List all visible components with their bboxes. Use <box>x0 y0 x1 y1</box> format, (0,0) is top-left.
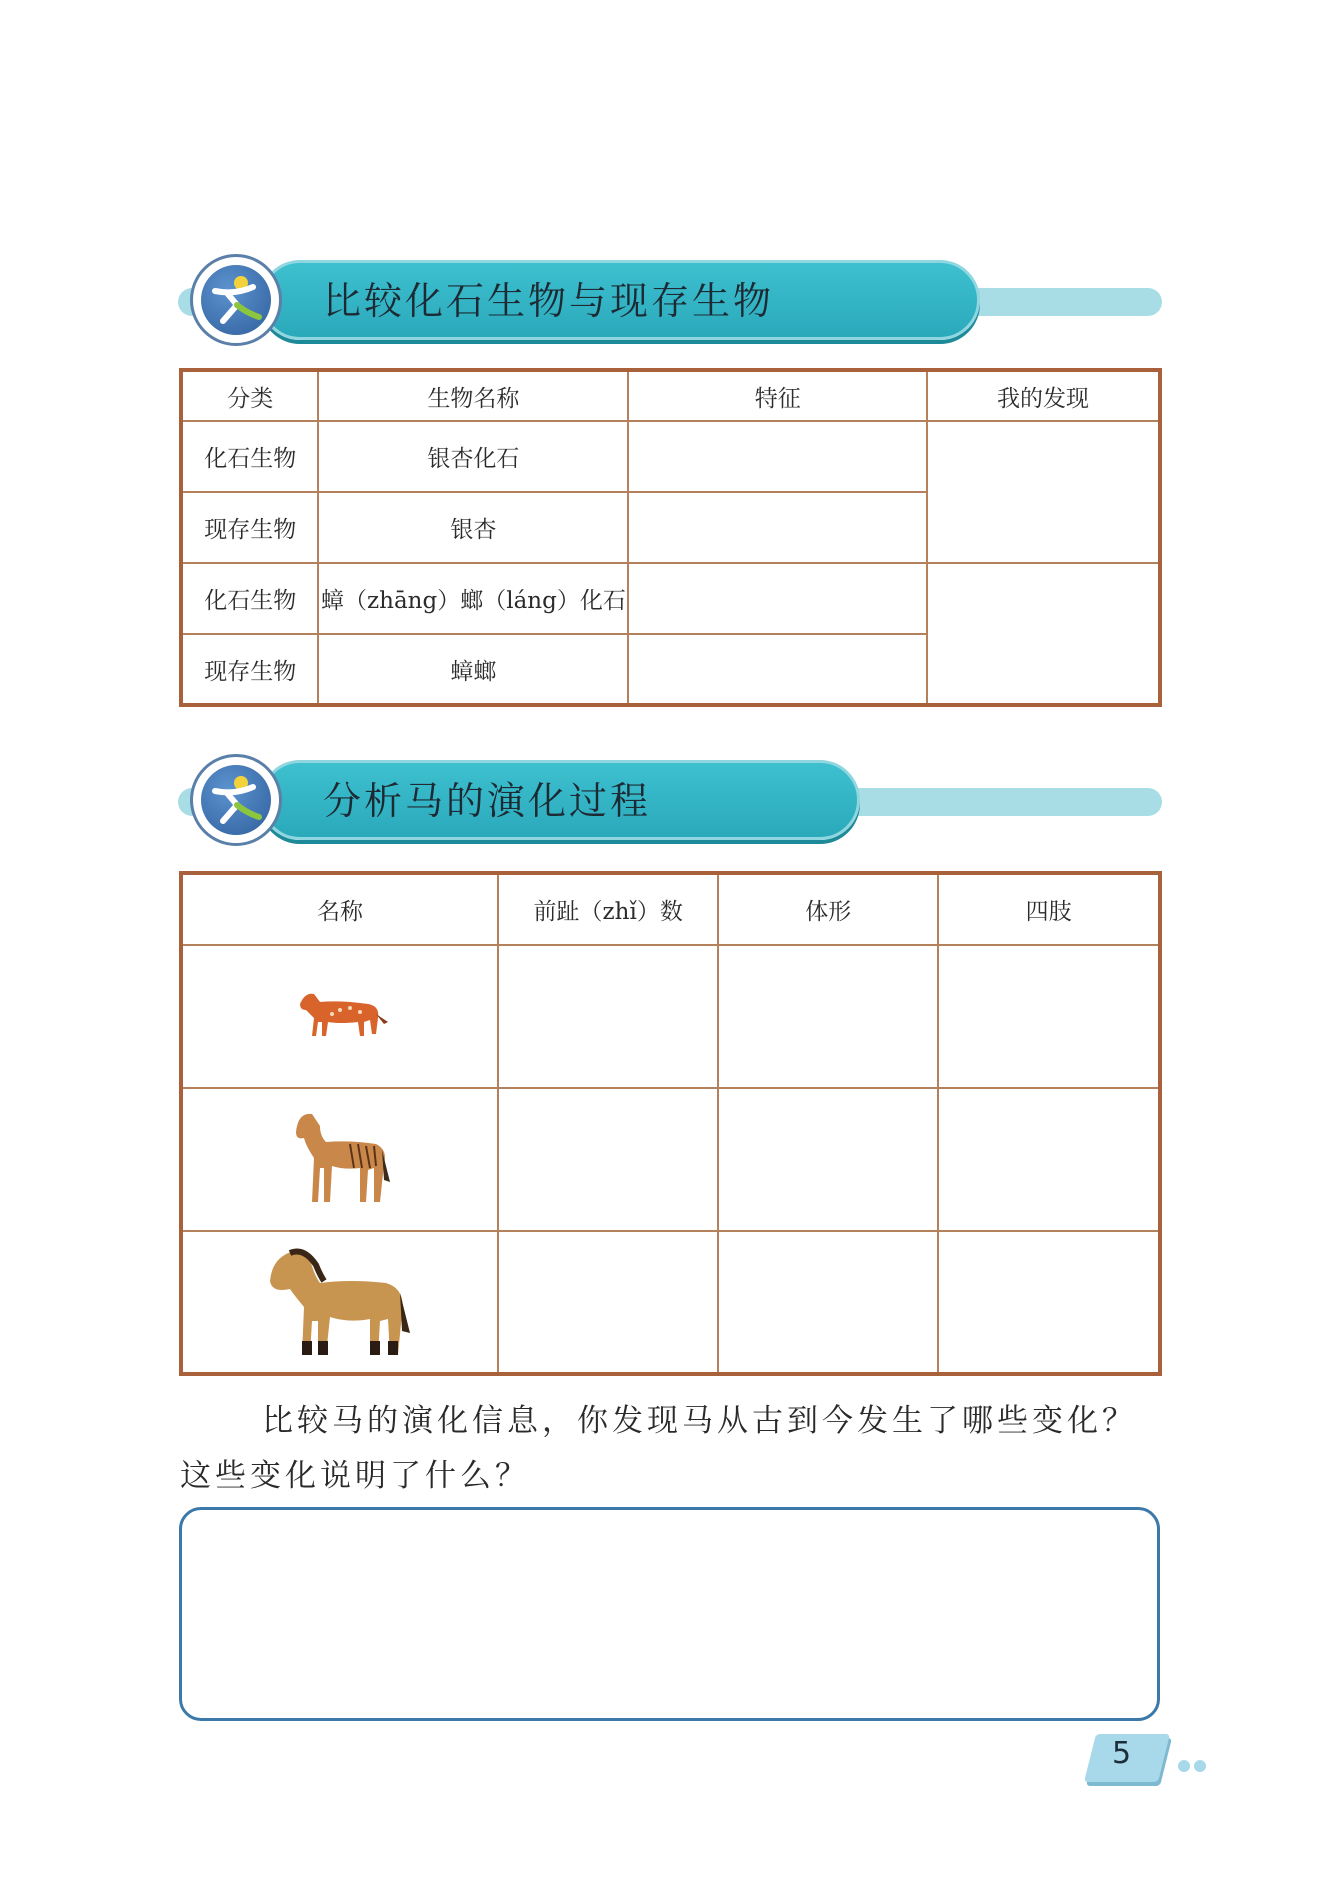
figure-icon <box>201 765 271 835</box>
body-shape-cell[interactable] <box>718 945 938 1088</box>
modern-horse-image <box>260 1237 420 1362</box>
early-horse-image <box>280 974 400 1054</box>
category-cell: 现存生物 <box>181 492 318 563</box>
table2-header: 四肢 <box>938 873 1160 945</box>
feature-cell[interactable] <box>628 563 927 634</box>
feature-cell[interactable] <box>628 492 927 563</box>
horse-image-cell <box>181 945 498 1088</box>
activity-badge-icon <box>190 754 282 846</box>
body-shape-cell[interactable] <box>718 1231 938 1374</box>
horse-image-cell <box>181 1088 498 1231</box>
answer-box[interactable] <box>179 1507 1160 1721</box>
section-banner-horse <box>178 754 1162 850</box>
organism-name-cell: 银杏 <box>318 492 628 563</box>
compare-table <box>179 368 1162 707</box>
body-shape-cell[interactable] <box>718 1088 938 1231</box>
finding-cell[interactable] <box>927 421 1160 563</box>
category-cell: 现存生物 <box>181 634 318 705</box>
decor-dot <box>1178 1760 1190 1772</box>
table1-header: 分类 <box>181 370 318 421</box>
table2-header: 前趾（zhǐ）数 <box>498 873 718 945</box>
toe-count-cell[interactable] <box>498 1088 718 1231</box>
middle-horse-image <box>280 1102 400 1212</box>
limbs-cell[interactable] <box>938 945 1160 1088</box>
page-number-badge <box>1082 1730 1212 1790</box>
organism-name-cell: 银杏化石 <box>318 421 628 492</box>
question-line-2: 这些变化说明了什么？ <box>180 1458 530 1494</box>
limbs-cell[interactable] <box>938 1088 1160 1231</box>
decor-dot <box>1194 1760 1206 1772</box>
activity-badge-icon <box>190 254 282 346</box>
page-number: 5 <box>1112 1736 1132 1771</box>
question-line-1: 比较马的演化信息，你发现马从古到今发生了哪些变化？ <box>262 1403 1137 1439</box>
section-banner-compare <box>178 254 1162 350</box>
table2-header: 名称 <box>181 873 498 945</box>
category-cell: 化石生物 <box>181 563 318 634</box>
toe-count-cell[interactable] <box>498 945 718 1088</box>
feature-cell[interactable] <box>628 421 927 492</box>
horse-evolution-table <box>179 871 1162 1376</box>
table1-header: 我的发现 <box>927 370 1160 421</box>
figure-icon <box>201 265 271 335</box>
table1-header: 生物名称 <box>318 370 628 421</box>
feature-cell[interactable] <box>628 634 927 705</box>
organism-name-cell: 蟑螂 <box>318 634 628 705</box>
table2-header: 体形 <box>718 873 938 945</box>
category-cell: 化石生物 <box>181 421 318 492</box>
section-title: 分析马的演化过程 <box>323 779 652 823</box>
section-title: 比较化石生物与现存生物 <box>323 279 775 323</box>
table1-header: 特征 <box>628 370 927 421</box>
finding-cell[interactable] <box>927 563 1160 705</box>
toe-count-cell[interactable] <box>498 1231 718 1374</box>
limbs-cell[interactable] <box>938 1231 1160 1374</box>
horse-image-cell <box>181 1231 498 1374</box>
organism-name-cell: 蟑（zhāng）螂（láng）化石 <box>318 563 628 634</box>
